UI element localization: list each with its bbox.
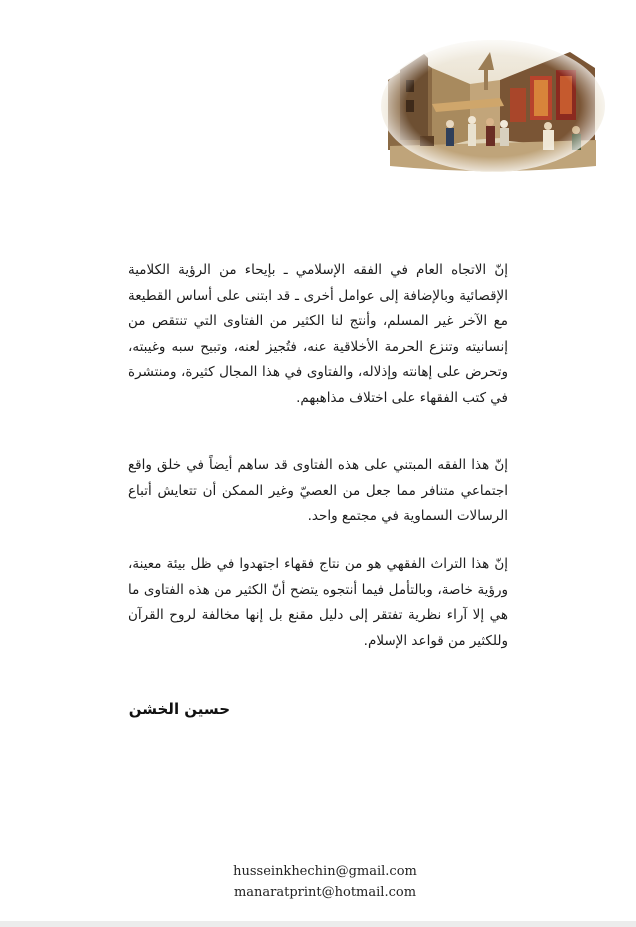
body-paragraph-1: إنّ الاتجاه العام في الفقه الإسلامي ـ بإيحاء من الرؤية الكلامية الإقصائية وبالإضافة إلى عوامل أخرى ـ قد ابتنى على أساس القطيعة مع الآخر غير المسلم، وأنتج لنا الكثير من الفتاوى التي تنتقص من إنسانيته وتنزع الحرمة الأخلاقية عنه، فتُجيز لعنه، وتبيح سبه وغيبته، وتحرض على إهانته وإذلاله، والفتاوى في هذا المجال كثيرة، ومنتشرة في كتب الفقهاء على اختلاف مذاهبهم. bbox=[128, 262, 508, 406]
cover-illustration bbox=[380, 40, 606, 172]
author-signature: حسين الخشن bbox=[128, 700, 230, 718]
contact-email-author: husseinkhechin@gmail.com bbox=[233, 864, 417, 879]
body-paragraph-3: إنّ هذا التراث الفقهي هو من نتاج فقهاء اجتهدوا في ظل بيئة معينة، ورؤية خاصة، وبالتأمل فيما أنتجوه يتضح أنّ الكثير من هذه الفتاوى ما هي إلا آراء نظرية تفتقر إلى دليل مقنع بل إنها مخالفة لروح القرآن وللكثير من قواعد الإسلام. bbox=[128, 556, 508, 649]
market-street-painting-icon bbox=[380, 40, 606, 172]
body-paragraph-2: إنّ هذا الفقه المبتني على هذه الفتاوى قد ساهم أيضاً في خلق واقع اجتماعي متنافر مما جعل من العصيّ وغير الممكن أن تتعايش أتباع الرسالات السماوية في مجتمع واحد. bbox=[128, 457, 508, 524]
page-bottom-edge bbox=[0, 921, 636, 927]
contact-email-publisher: manaratprint@hotmail.com bbox=[233, 885, 417, 900]
